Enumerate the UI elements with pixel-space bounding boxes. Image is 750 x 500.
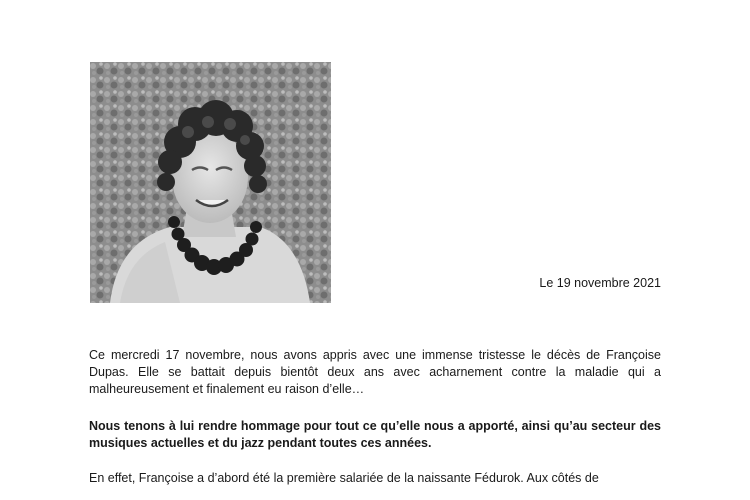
portrait-photo — [90, 62, 331, 303]
paragraph-tribute: Nous tenons à lui rendre hommage pour tout ce qu’elle nous a apporté, ainsi qu’au secteur des musiques actuelles et du jazz pendant toutes ces années. — [89, 419, 661, 450]
letter-date: Le 19 novembre 2021 — [539, 276, 661, 290]
portrait-image — [90, 62, 331, 303]
paragraph-intro: Ce mercredi 17 novembre, nous avons appris avec une immense tristesse le décès de Françoise Dupas. Elle se battait depuis bientôt deux ans avec acharnement contre la maladie qui a malheureusement et finalement eu raison d’elle… — [89, 348, 661, 396]
paragraph-history: En effet, Françoise a d’abord été la première salariée de la naissante Fédurok. Aux côtés de — [89, 471, 599, 485]
